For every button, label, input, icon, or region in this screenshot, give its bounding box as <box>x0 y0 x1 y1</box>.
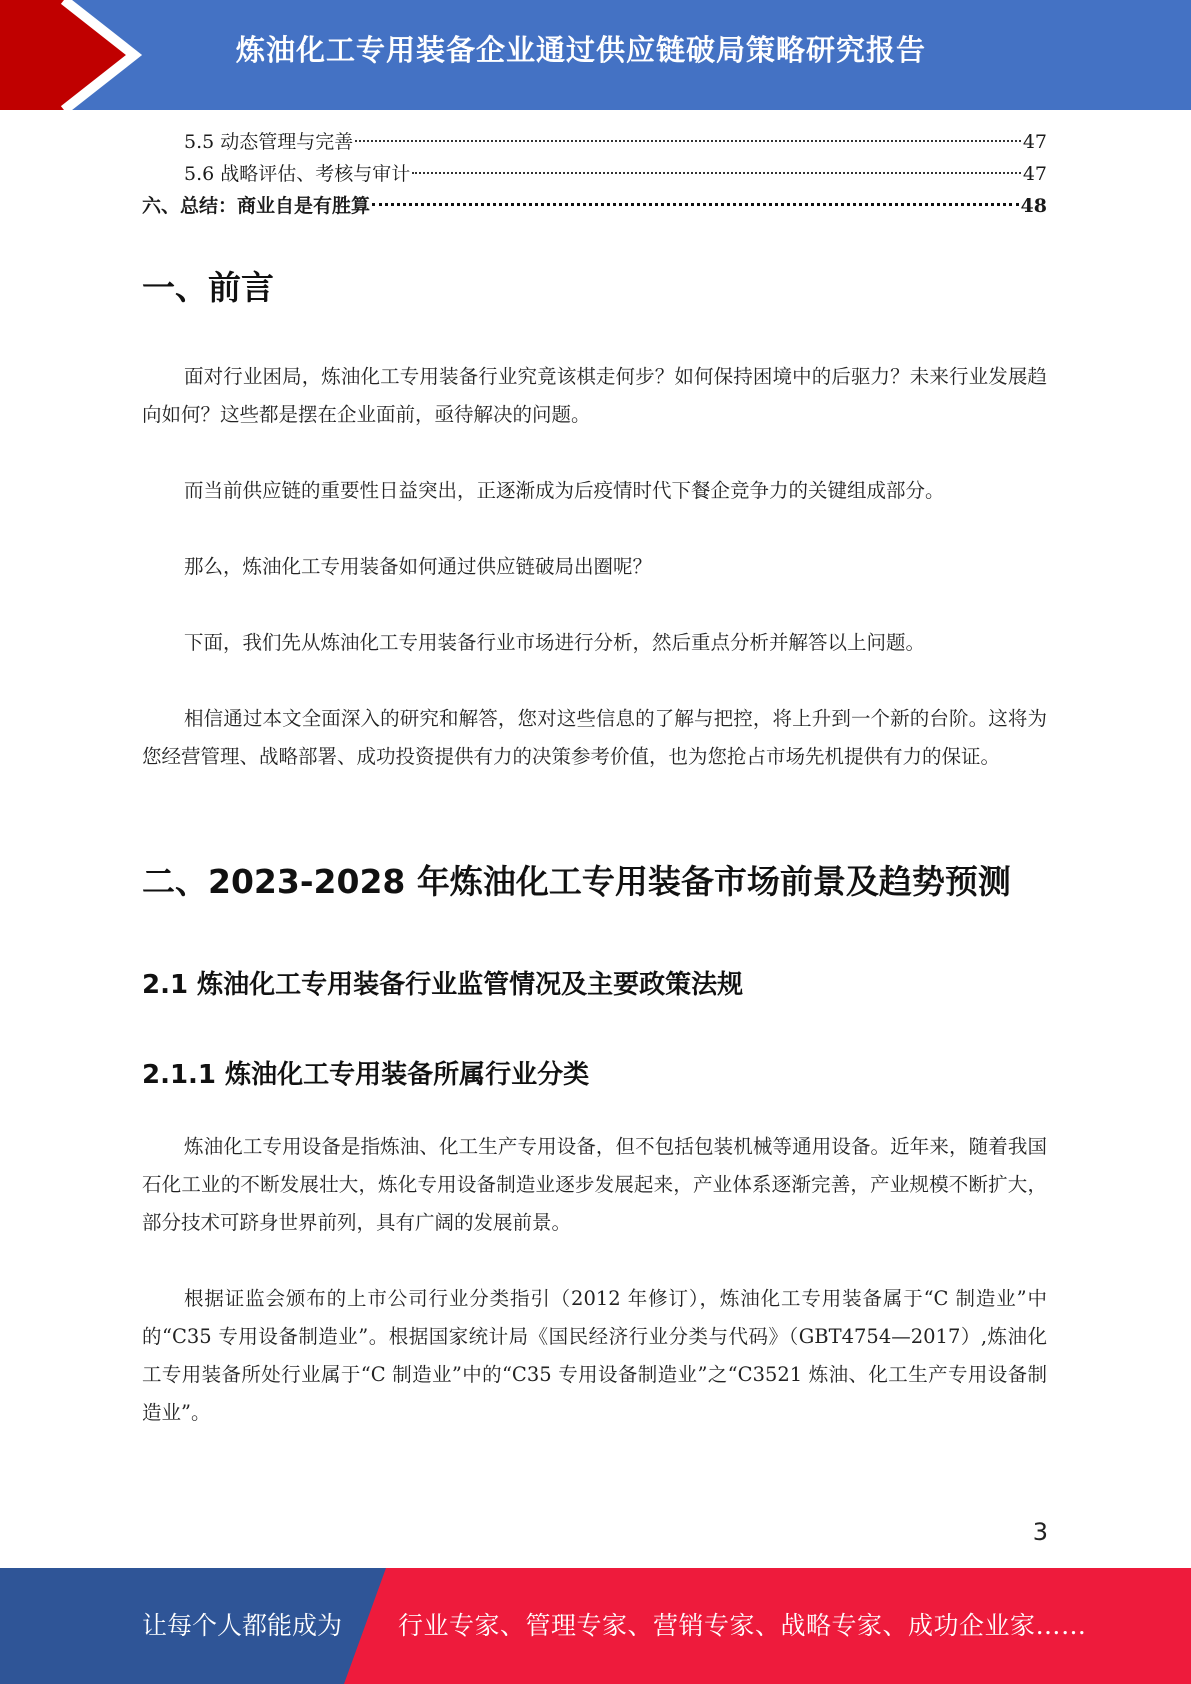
toc-entry[interactable] <box>142 126 1047 158</box>
toc-entry[interactable] <box>142 158 1047 190</box>
toc-entry-page: 47 <box>1022 131 1047 153</box>
toc-entry-page: 48 <box>1020 195 1047 217</box>
toc-entry[interactable] <box>142 190 1047 222</box>
preface-paragraph: 面对行业困局，炼油化工专用装备行业究竟该棋走何步？如何保持困境中的后驱力？未来行业发展趋向如何？这些都是摆在企业面前，亟待解决的问题。 <box>142 365 1047 426</box>
preface-paragraph: 而当前供应链的重要性日益突出，正逐渐成为后疫情时代下餐企竞争力的关键组成部分。 <box>184 479 945 502</box>
preface-paragraph: 相信通过本文全面深入的研究和解答，您对这些信息的了解与把控，将上升到一个新的台阶。这将为您经营管理、战略部署、成功投资提供有力的决策参考价值，也为您抢占市场先机提供有力的保证。 <box>142 707 1047 768</box>
footer-slogan-right: 行业专家、管理专家、营销专家、战略专家、成功企业家…… <box>398 1611 1087 1640</box>
section-2-1-1-heading: 2.1.1 炼油化工专用装备所属行业分类 <box>142 1060 590 1090</box>
body-paragraph: 根据证监会颁布的上市公司行业分类指引（2012 年修订），炼油化工专用装备属于“C 制造业”中的“C35 专用设备制造业”。根据国家统计局《国民经济行业分类与代码》（GBT4754—2017）,炼油化工专用装备所处行业属于“C 制造业”中的“C35 专用设备制造业”之“C3521 炼油、化工生产专用设备制造业”。 <box>142 1287 1047 1424</box>
footer-slogan-left: 让每个人都能成为 <box>142 1611 343 1640</box>
preface-paragraph: 那么，炼油化工专用装备如何通过供应链破局出圈呢？ <box>184 555 653 578</box>
table-of-contents <box>142 126 1047 222</box>
toc-entry-label: 5.5 动态管理与完善 <box>184 131 354 153</box>
toc-leader-dots <box>355 140 1021 142</box>
page-footer <box>0 1568 1191 1684</box>
toc-leader-dots <box>412 172 1021 174</box>
toc-leader-dots <box>372 203 1019 206</box>
preface-paragraph: 下面，我们先从炼油化工专用装备行业市场进行分析，然后重点分析并解答以上问题。 <box>184 631 926 654</box>
report-title: 炼油化工专用装备企业通过供应链破局策略研究报告 <box>236 33 927 67</box>
preface-heading: 一、前言 <box>142 268 274 307</box>
page-number: 3 <box>1032 1518 1048 1546</box>
toc-entry-page: 47 <box>1022 163 1047 185</box>
toc-entry-label: 5.6 战略评估、考核与审计 <box>184 163 411 185</box>
page-header <box>0 0 1191 110</box>
toc-entry-label: 六、总结：商业自是有胜算 <box>142 195 371 217</box>
body-paragraph: 炼油化工专用设备是指炼油、化工生产专用设备，但不包括包装机械等通用设备。近年来，随着我国石化工业的不断发展壮大，炼化专用设备制造业逐步发展起来，产业体系逐渐完善，产业规模不断扩大，部分技术可跻身世界前列，具有广阔的发展前景。 <box>142 1135 1047 1234</box>
chapter-2-heading: 二、2023-2028 年炼油化工专用装备市场前景及趋势预测 <box>142 862 1011 901</box>
section-2-1-heading: 2.1 炼油化工专用装备行业监管情况及主要政策法规 <box>142 970 744 1000</box>
